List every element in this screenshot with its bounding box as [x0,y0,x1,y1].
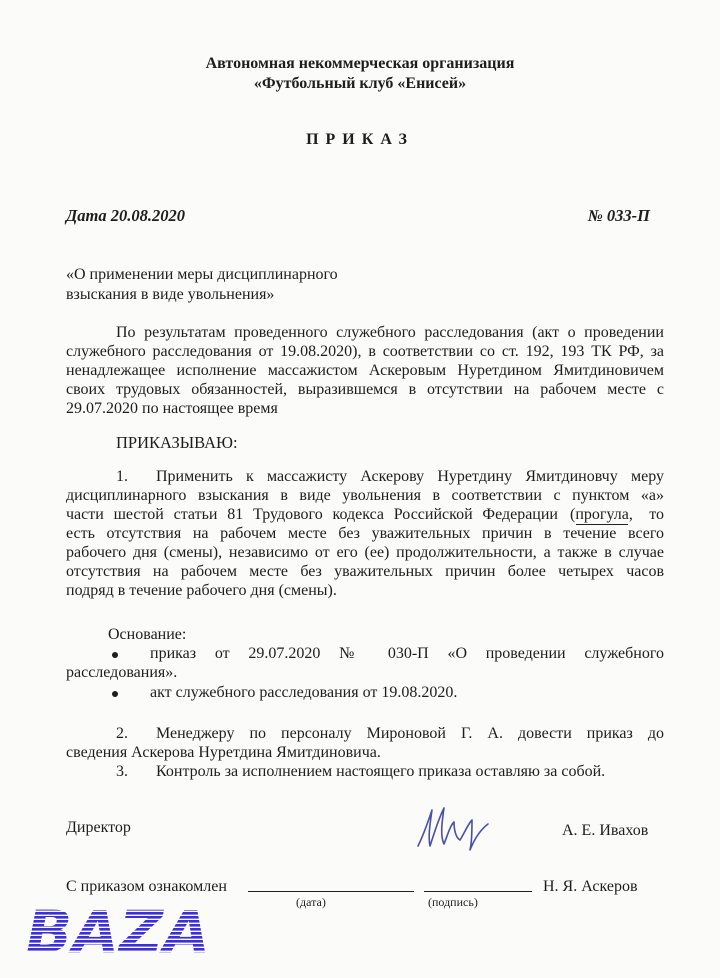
preamble-line: служебного расследования от 19.08.2020), в соответствии со ст. 192, 193 ТК РФ, за [66,343,664,360]
organization-name-line2: «Футбольный клуб «Енисей» [253,75,467,92]
item1-line: рабочего дня (смены), независимо от его (ее) продолжительности, а также в случае [66,544,664,561]
preamble-line: 29.07.2020 по настоящее время [66,400,278,417]
signer-name: А. Е. Ивахов [562,822,649,839]
item1-line: подряд в течение рабочего дня (смены). [66,582,337,599]
subject-line2: взыскания в виде увольнения» [66,286,275,303]
baza-logo [24,900,214,960]
subject-line1: «О применении меры дисциплинарного [66,266,338,283]
signer-position: Директор [66,819,131,836]
document-title: ПРИКАЗ [306,131,414,148]
item2-line: сведения Аскерова Нуретдина Ямитдиновича. [66,744,381,761]
item-number: 3. [116,763,128,780]
item2-line: Менеджеру по персоналу Мироновой Г. А. довести приказ до [156,725,664,742]
order-date: Дата 20.08.2020 [66,206,185,225]
basis-item-1-cont: расследования». [66,664,178,681]
preamble-line: По результатам проведенного служебного расследования (акт о проведении [116,324,664,341]
acknowledged-name: Н. Я. Аскеров [543,878,638,895]
item1-line: дисциплинарного взыскания в виде увольнения в соответствии с пунктом «а» [66,487,664,504]
acknowledge-label: С приказом ознакомлен [66,878,227,895]
bullet-icon [112,652,118,658]
order-word: ПРИКАЗЫВАЮ: [116,433,238,452]
handwritten-signature [410,800,500,854]
item3-line: Контроль за исполнением настоящего приказа оставляю за собой. [156,763,606,780]
date-caption: (дата) [296,895,326,909]
preamble-line: ненадлежащее исполнение массажистом Аскеровым Нуретдином Ямитдиновичем [66,362,664,379]
item1-line: Применить к массажисту Аскерову Нуретдину Ямитдиновчу меру [156,468,664,485]
bullet-icon [112,691,118,697]
item1-line: части шестой статьи 81 Трудового кодекса Российской Федерации [66,506,558,523]
item-number: 1. [116,468,128,485]
signature-caption: (подпись) [428,895,478,909]
basis-item-2: акт служебного расследования от 19.08.2020. [150,684,458,701]
item1-line: (прогула, то [570,506,664,523]
basis-label: Основание: [108,626,187,643]
item1-line: отсутствия на рабочем месте без уважительных причин более четырех часов [66,563,664,580]
date-line [248,891,414,892]
item1-line: есть отсутствия на рабочем месте без уважительных причин в течение всего [66,525,664,542]
basis-item-1: приказ от 29.07.2020 № 030-П «О проведении служебного [150,645,664,662]
organization-name-line1: Автономная некоммерческая организация [205,55,515,72]
order-number: № 033-П [587,206,650,225]
signature-line [424,891,532,892]
baza-logo-text: BAZA [26,900,210,960]
preamble-line: своих трудовых обязанностей, выразившемся в отсутствии на рабочем месте с [66,381,664,398]
item-number: 2. [116,725,128,742]
